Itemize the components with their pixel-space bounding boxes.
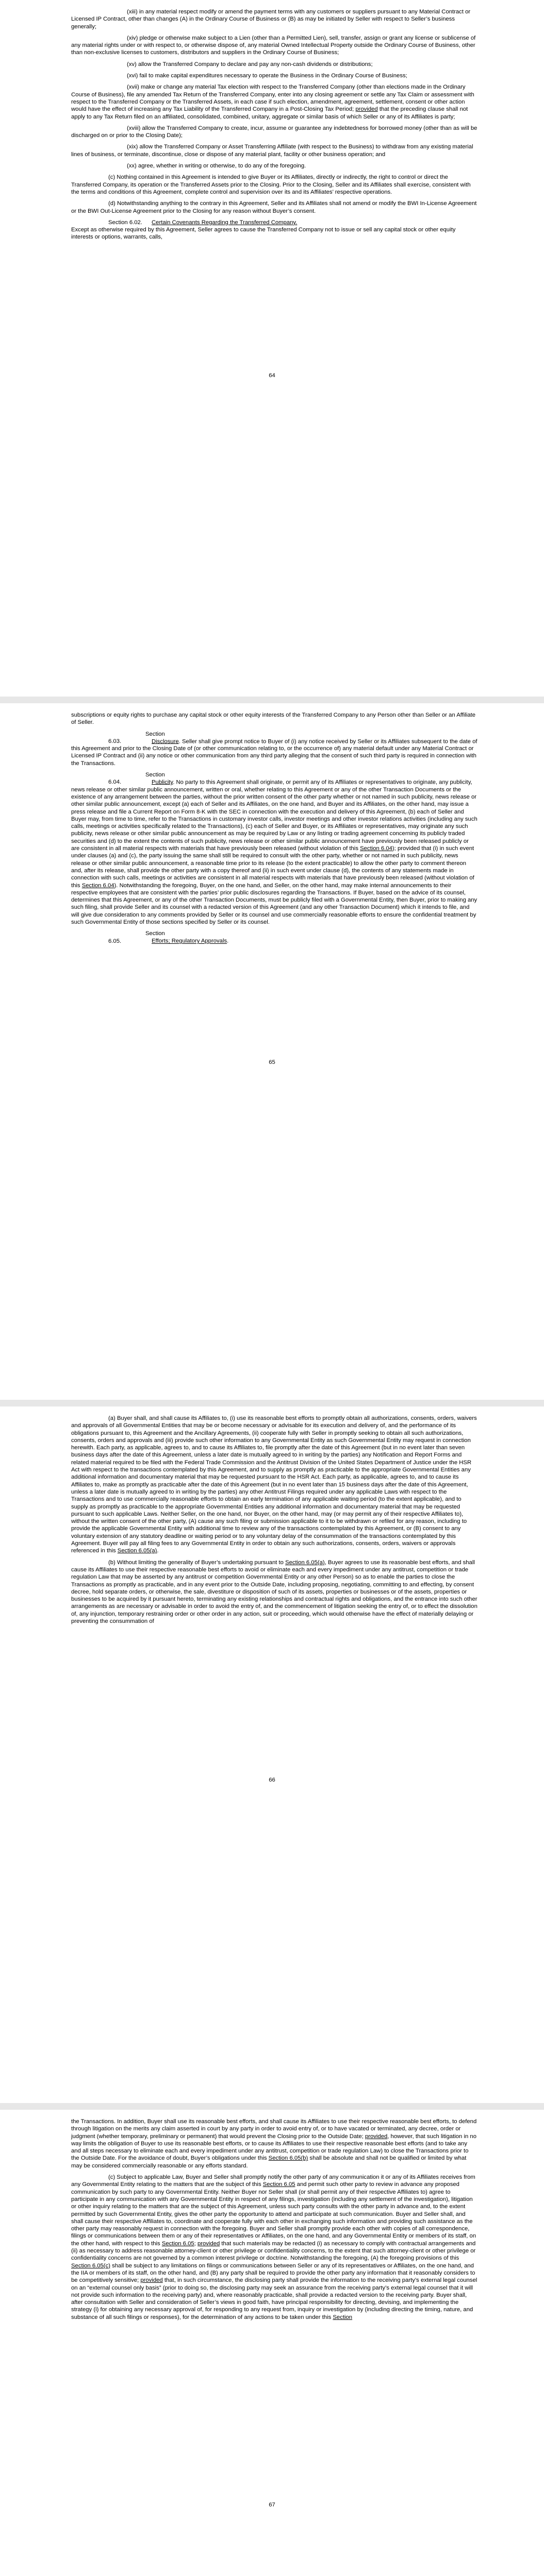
clause-xviii: (xviii) allow the Transferred Company to create, incur, assume or guarantee any indebtedness for borrowed money (other than as will be discharged on or prior to the Closing Date); <box>71 125 477 139</box>
section-text: . No party to this Agreement shall originate, or permit any of its Affiliates or representatives to originate, any publicity, news release or other similar public announcement, written or oral, whether relating to this Agreement or any of the other Transaction Documents or the existence of any arrangement between the parties, without the prior written consent of the other party whether or not named in such publicity, news release or other similar public announcement, except (a) each of Seller and its Affiliates, on the one hand, and Buyer and its Affiliates, on the other hand, may issue a press release and file a Current Report on Form 8-K with the SEC in connection with the execution and delivery of this Agreement, (b) each of Seller and Buyer may, from time to time, refer to the Transactions in customary investor calls, investor meetings and other investor relations activities (including any such calls, meetings or activities specifically related to the Transactions), (c) each of Seller and Buyer, or its Affiliates or representatives, may originate any such publicity, news release or other similar public announcement as may be required by Law or any listing or trading agreement concerning its publicly traded securities and (d) to the extent the contents of such publicity, news release or other similar public announcement have previously been released publicly or are consistent in all material respects with materials that have previously been released (without violation of this <box>71 779 477 852</box>
section-text: . Seller shall give prompt notice to Buyer of (i) any notice received by Seller or its Affiliates subsequent to the date of this Agreement and prior to the Closing Date of (or other communication relating to, or the occurrence of) any material default under any Material Contract or Licensed IP Contract and (ii) any notice or other communication from any third party alleging that the consent of such third party is required in connection with the Transactions. <box>71 738 477 767</box>
section-cross-reference: Section 6.04 <box>81 882 114 889</box>
paragraph-c <box>71 2174 478 2321</box>
paragraph-d: (d) Notwithstanding anything to the contrary in this Agreement, Seller and its Affiliates shall not amend or modify the BWI In-License Agreement or the BWI Out-License Agreement prior to the Closing for any reason without Buyer’s consent. <box>71 200 477 214</box>
paragraph-text-cont: that such materials may be redacted (i) as necessary to comply with contractual arrangements and (ii) as necessary to address reasonable attorney-client or other privilege or confidentiality concerns, to the extent that such attorney-client or other privilege or confidentiality concerns are not governed by a common interest privilege or doctrine. Notwithstanding the foregoing, (A) the foregoing provisions of this <box>71 2240 476 2262</box>
paragraph-c: (c) Nothing contained in this Agreement is intended to give Buyer or its Affiliates, directly or indirectly, the right to control or direct the Transferred Company, its operation or the Transferred Assets prior to the Closing. Prior to the Closing, Seller and its Affiliates shall exercise, consistent with the terms and conditions of this Agreement, complete control and supervision over its and its Affiliates’ respective operations. <box>71 174 471 195</box>
section-cross-reference: Section <box>333 2314 353 2320</box>
section-title: Certain Covenants Regarding the Transferred Company. <box>152 219 298 226</box>
section-number: Section 6.05. <box>108 930 165 944</box>
paragraph-text-cont: that, in such circumstance, the disclosing party shall provide the information to the receiving party’s external legal counsel on an “external counsel only basis” (prior to doing so, the disclosing party may seek an assurance from the receiving party’s external legal counsel that it will not provide such information to the receiving party) and, where reasonably practicable, shall provide a redacted version to the receiving party. Buyer shall, after consultation with Seller and consideration of Seller’s views in good faith, have principal responsibility for directing, devising, and implementing the strategy (i) for obtaining any necessary approval of, for responding to any request from, inquiry or investigation by (including directing the timing, nature, and substance of all such filings or responses), for the determination of any actions to be taken under this <box>71 2277 477 2320</box>
clause-xx: (xx) agree, whether in writing or otherwise, to do any of the foregoing. <box>127 163 306 170</box>
clause-xiii: (xiii) in any material respect modify or amend the payment terms with any customers or suppliers pursuant to any Material Contract or Licensed IP Contract, other than changes (A) in the Ordinary Course of Business or (B) as may be initiated by Seller with respect to Seller’s business generally; <box>71 9 471 30</box>
section-cross-reference: Section 6.04 <box>360 845 392 852</box>
paragraph-text-cont: shall be subject to any limitations on filings or communications between Seller or any of its representatives or Affiliates, on the one hand, and the IIA or members of its staff, on the other hand, and (B) any party shall be required to provide the other party any information that it reasonably considers to be competitively sensitive; <box>71 2262 475 2284</box>
continuation-text <box>71 2118 478 2170</box>
section-text-cont: ); provided that (i) in such event under clauses (a) and (c), the party issuing the same shall still be required to consult with the other party, whether or not named in such publicity, news release or other similar public announcement, a reasonable time prior to its release (to the extent practicable) to allow the other party to comment thereon and, after its release, shall provide the other party with a copy thereof and (ii) in such event under clause (d), the contents of any statements made in connection with such calls, meetings or activities are consistent in all material respects with materials that have previously been released (without violation of this <box>71 845 474 889</box>
paragraph-b <box>71 1559 478 1625</box>
clause-xvi: (xvi) fail to make capital expenditures necessary to operate the Business in the Ordinary Course of Business; <box>127 73 407 79</box>
section-6-02 <box>71 219 478 241</box>
paragraph-text-cont: ; <box>194 2240 197 2247</box>
paragraph-text: (b) Without limiting the generality of Buyer’s undertaking pursuant to <box>108 1559 286 1566</box>
section-title-period: . <box>227 938 229 944</box>
section-cross-reference: Section 6.05 <box>262 2181 295 2188</box>
document-page <box>0 0 544 697</box>
paragraph-text: (c) Subject to applicable Law, Buyer and Seller shall promptly notify the other party of any communication it or any of its Affiliates receives from any Governmental Entity relating to the matters that are the subject of this <box>71 2174 475 2188</box>
section-cross-reference: Section 6.05 <box>161 2240 194 2247</box>
clause-xvii-text-cont: that the preceding clause shall not apply to any Tax Return filed on an affiliated, consolidated, combined, unitary, aggregate or similar basis of which Seller or any of its Affiliates is party; <box>71 106 468 120</box>
clause-xix: (xix) allow the Transferred Company or Asset Transferring Affiliate (with respect to the Business) to withdraw from any existing material lines of business, or terminate, discontinue, close or dispose of any material plant, facility or other business operation; and <box>71 144 473 158</box>
page-number: 64 <box>269 372 275 379</box>
section-cross-reference: Section 6.05(b) <box>268 2155 308 2162</box>
paragraph-text-cont: . <box>157 1548 159 1554</box>
section-text-cont: ). Notwithstanding the foregoing, Buyer, on the one hand, and Seller, on the other hand, may make internal announcements to their respective employees that are consistent with the parties’ prior public disclosures regarding the Transactions. If Buyer, based on the advice of its counsel, determines that this Agreement, or any of the other Transaction Documents, must be publicly filed with a Governmental Entity, then Buyer, prior to making any such filing, shall provide Seller and its counsel with a redacted version of this Agreement (and any other Transaction Document) which it intends to file, and will give due consideration to any comments provided by Seller or its counsel and use commercially reasonable efforts to ensure the confidential treatment by such Governmental Entity of those sections specified by Seller or its counsel. <box>71 882 477 926</box>
document-page <box>0 1406 544 2103</box>
page-number: 67 <box>269 2502 275 2508</box>
section-6-05-heading <box>71 930 478 945</box>
section-title: Publicity <box>152 779 173 786</box>
clause-xvii <box>71 83 478 120</box>
section-cross-reference: Section 6.05(a) <box>285 1559 325 1566</box>
paragraph-text: (a) Buyer shall, and shall cause its Affiliates to, (i) use its reasonable best efforts to promptly obtain all authorizations, consents, orders, waivers and approvals of all Governmental Entities that may be or become necessary or advisable for its execution and delivery of, and the performance of its obligations pursuant to, this Agreement and the Ancillary Agreements, (ii) cooperate fully with Seller in promptly seeking to obtain all such authorizations, consents, orders and approvals and (iii) provide such other information to any Governmental Entity as such Governmental Entity may request in connection herewith. Each party, as applicable, agrees to, and to cause its Affiliates to, file promptly after the date of this Agreement (but in no event later than seven business days after the date of this Agreement, unless a later date is mutually agreed to in writing by the parties) any Notification and Report Forms and related material required to be filed with the Federal Trade Commission and the Antitrust Division of the United States Department of Justice under the HSR Act with respect to the transactions contemplated by this Agreement, and to supply as promptly as practicable to the appropriate Governmental Entities any additional information and documentary material that may be requested pursuant to the HSR Act. Each party, as applicable, agrees to, and to cause its Affiliates to, make as promptly as practicable after the date of this Agreement (but in no event later than 15 business days after the date of this Agreement, unless a later date is mutually agreed to in writing by the parties) any other Antitrust Filings required under any applicable Laws with respect to the Transactions and to use commercially reasonable efforts to obtain an early termination of any applicable waiting period (to the extent applicable), and to supply as promptly as practicable to the appropriate Governmental Entities any additional information and documentary material that may be requested pursuant to such applicable Laws. Neither Seller, on the one hand, nor Buyer, on the other hand, may (or may permit any of their respective Affiliates to), without the written consent of the other party, (A) cause any such filing or submission applicable to it to be withdrawn or refiled for any reason, including to provide the applicable Governmental Entity with additional time to review any of the transactions contemplated by this Agreement, or (B) consent to any voluntary extension of any statutory deadline or waiting period or to any voluntary delay of the consummation of the transactions contemplated by this Agreement. Buyer will pay all filing fees to any Governmental Entity in order to obtain any such authorizations, consents, orders, waivers or approvals referenced in this <box>71 1415 477 1554</box>
section-number: Section 6.04. <box>108 772 165 786</box>
paragraph-text-cont: and permit such other party to review in advance any proposed communication by such party to any Governmental Entity. Neither Buyer nor Seller shall (or shall permit any of their respective Affiliates to) agree to participate in any communication with any Governmental Entity in respect of any filings, investigation (including any settlement of the investigation), litigation or other inquiry relating to the matters that are the subject of this Agreement, unless such party consults with the other party in advance and, to the extent permitted by such Governmental Entity, gives the other party the opportunity to attend and participate at such communication. Buyer and Seller shall, and shall cause their respective Affiliates to, coordinate and cooperate fully with each other in exchanging such information and providing such assistance as the other party may reasonably request in connection with the foregoing. Buyer and Seller shall promptly provide each other with copies of all correspondence, filings or communications between them or any of their representatives or Affiliates, on the one hand, and any Governmental Entity or members of its staff, on the other hand, with respect to this <box>71 2181 476 2247</box>
provided-term: provided <box>355 106 378 113</box>
section-cross-reference: Section 6.05(a) <box>117 1548 157 1554</box>
section-text: Except as otherwise required by this Agreement, Seller agrees to cause the Transferred Company not to issue or sell any capital stock or other equity interests or options, warrants, calls, <box>71 227 456 241</box>
section-title: Disclosure <box>152 738 179 744</box>
paragraph-a <box>71 1415 478 1555</box>
section-title: Efforts; Regulatory Approvals <box>152 938 227 944</box>
clause-xiv: (xiv) pledge or otherwise make subject to a Lien (other than a Permitted Lien), sell, transfer, assign or grant any license or sublicense of any material rights under or with respect to, or otherwise dispose of, any material Owned Intellectual Property outside the Ordinary Course of Business, other than non-exclusive licenses to customers, distributors and suppliers in the Ordinary Course of Business; <box>71 35 476 56</box>
page-number: 66 <box>269 1777 275 1783</box>
clause-xv: (xv) allow the Transferred Company to declare and pay any non-cash dividends or distributions; <box>127 61 373 67</box>
provided-term: provided <box>197 2240 220 2247</box>
section-cross-reference: Section 6.05(c) <box>71 2262 110 2269</box>
section-number: Section 6.02. <box>108 219 142 226</box>
section-number: Section 6.03. <box>108 731 165 744</box>
paragraph-text-cont: , Buyer agrees to use its reasonable best efforts, and shall cause its Affiliates to use their respective reasonable best efforts to avoid or eliminate each and every impediment under any antitrust, competition or trade regulation Law that may be asserted by any antitrust or competition Governmental Entity or any other Person) so as to enable the parties to close the Transactions as promptly as practicable, and in any event prior to the Outside Date, including proposing, negotiating, committing to and effecting, by consent decree, hold separate orders, or otherwise, the sale, divestiture or disposition of such of its assets, properties or businesses or of the assets, properties or businesses to be acquired by it pursuant hereto, terminating any existing relationships and contractual rights and obligations, and the entrance into such other arrangements as are necessary or advisable in order to avoid the entry of, and the commencement of litigation seeking the entry of, or to effect the dissolution of, any injunction, temporary restraining order or other order in any action, suit or proceeding, which would otherwise have the effect of materially delaying or preventing the consummation of <box>71 1559 477 1625</box>
paragraph-text-cont: shall be absolute and shall not be qualified or limited by what may be considered commercially reasonable or any efforts standard. <box>71 2155 467 2169</box>
section-6-04 <box>71 771 478 926</box>
provided-term: provided <box>140 2277 163 2284</box>
paragraph-text: the Transactions. In addition, Buyer shall use its reasonable best efforts, and shall cause its Affiliates to use their respective reasonable best efforts, to defend through litigation on the merits any claim asserted in court by any party in order to avoid entry of, or to have vacated or terminated, any decree, order or judgment (whether temporary, preliminary or permanent) that would prevent the Closing prior to the Outside Date; <box>71 2119 477 2140</box>
provided-term: provided <box>365 2133 388 2140</box>
paragraph-text-cont: , however, that such litigation in no way limits the obligation of Buyer to use its reasonable best efforts, or to cause its Affiliates to use their respective reasonable best efforts (and to take any and all steps necessary to eliminate each and every impediment under any antitrust, competition or trade regulation Law) to close the Transactions prior to the Outside Date. For the avoidance of doubt, Buyer’s obligations under this <box>71 2133 476 2162</box>
clause-xvii-text: (xvii) make or change any material Tax election with respect to the Transferred Company (other than elections made in the Ordinary Course of Business), file any amended Tax Return of the Transferred Company, enter into any closing agreement or settle any Tax Claim or assessment with respect to the Transferred Company or the Transferred Assets, in each case if such election, amendment, agreement, settlement, consent or other action would have the effect of increasing any Tax Liability of the Transferred Company in a Post-Closing Tax Period; <box>71 84 474 113</box>
document-page <box>0 703 544 1400</box>
section-6-03 <box>71 731 478 767</box>
page-number: 65 <box>269 1059 275 1065</box>
continuation-text: subscriptions or equity rights to purchase any capital stock or other equity interests of the Transferred Company to any Person other than Seller or an Affiliate of Seller. <box>71 712 476 726</box>
document-page <box>0 2110 544 2576</box>
